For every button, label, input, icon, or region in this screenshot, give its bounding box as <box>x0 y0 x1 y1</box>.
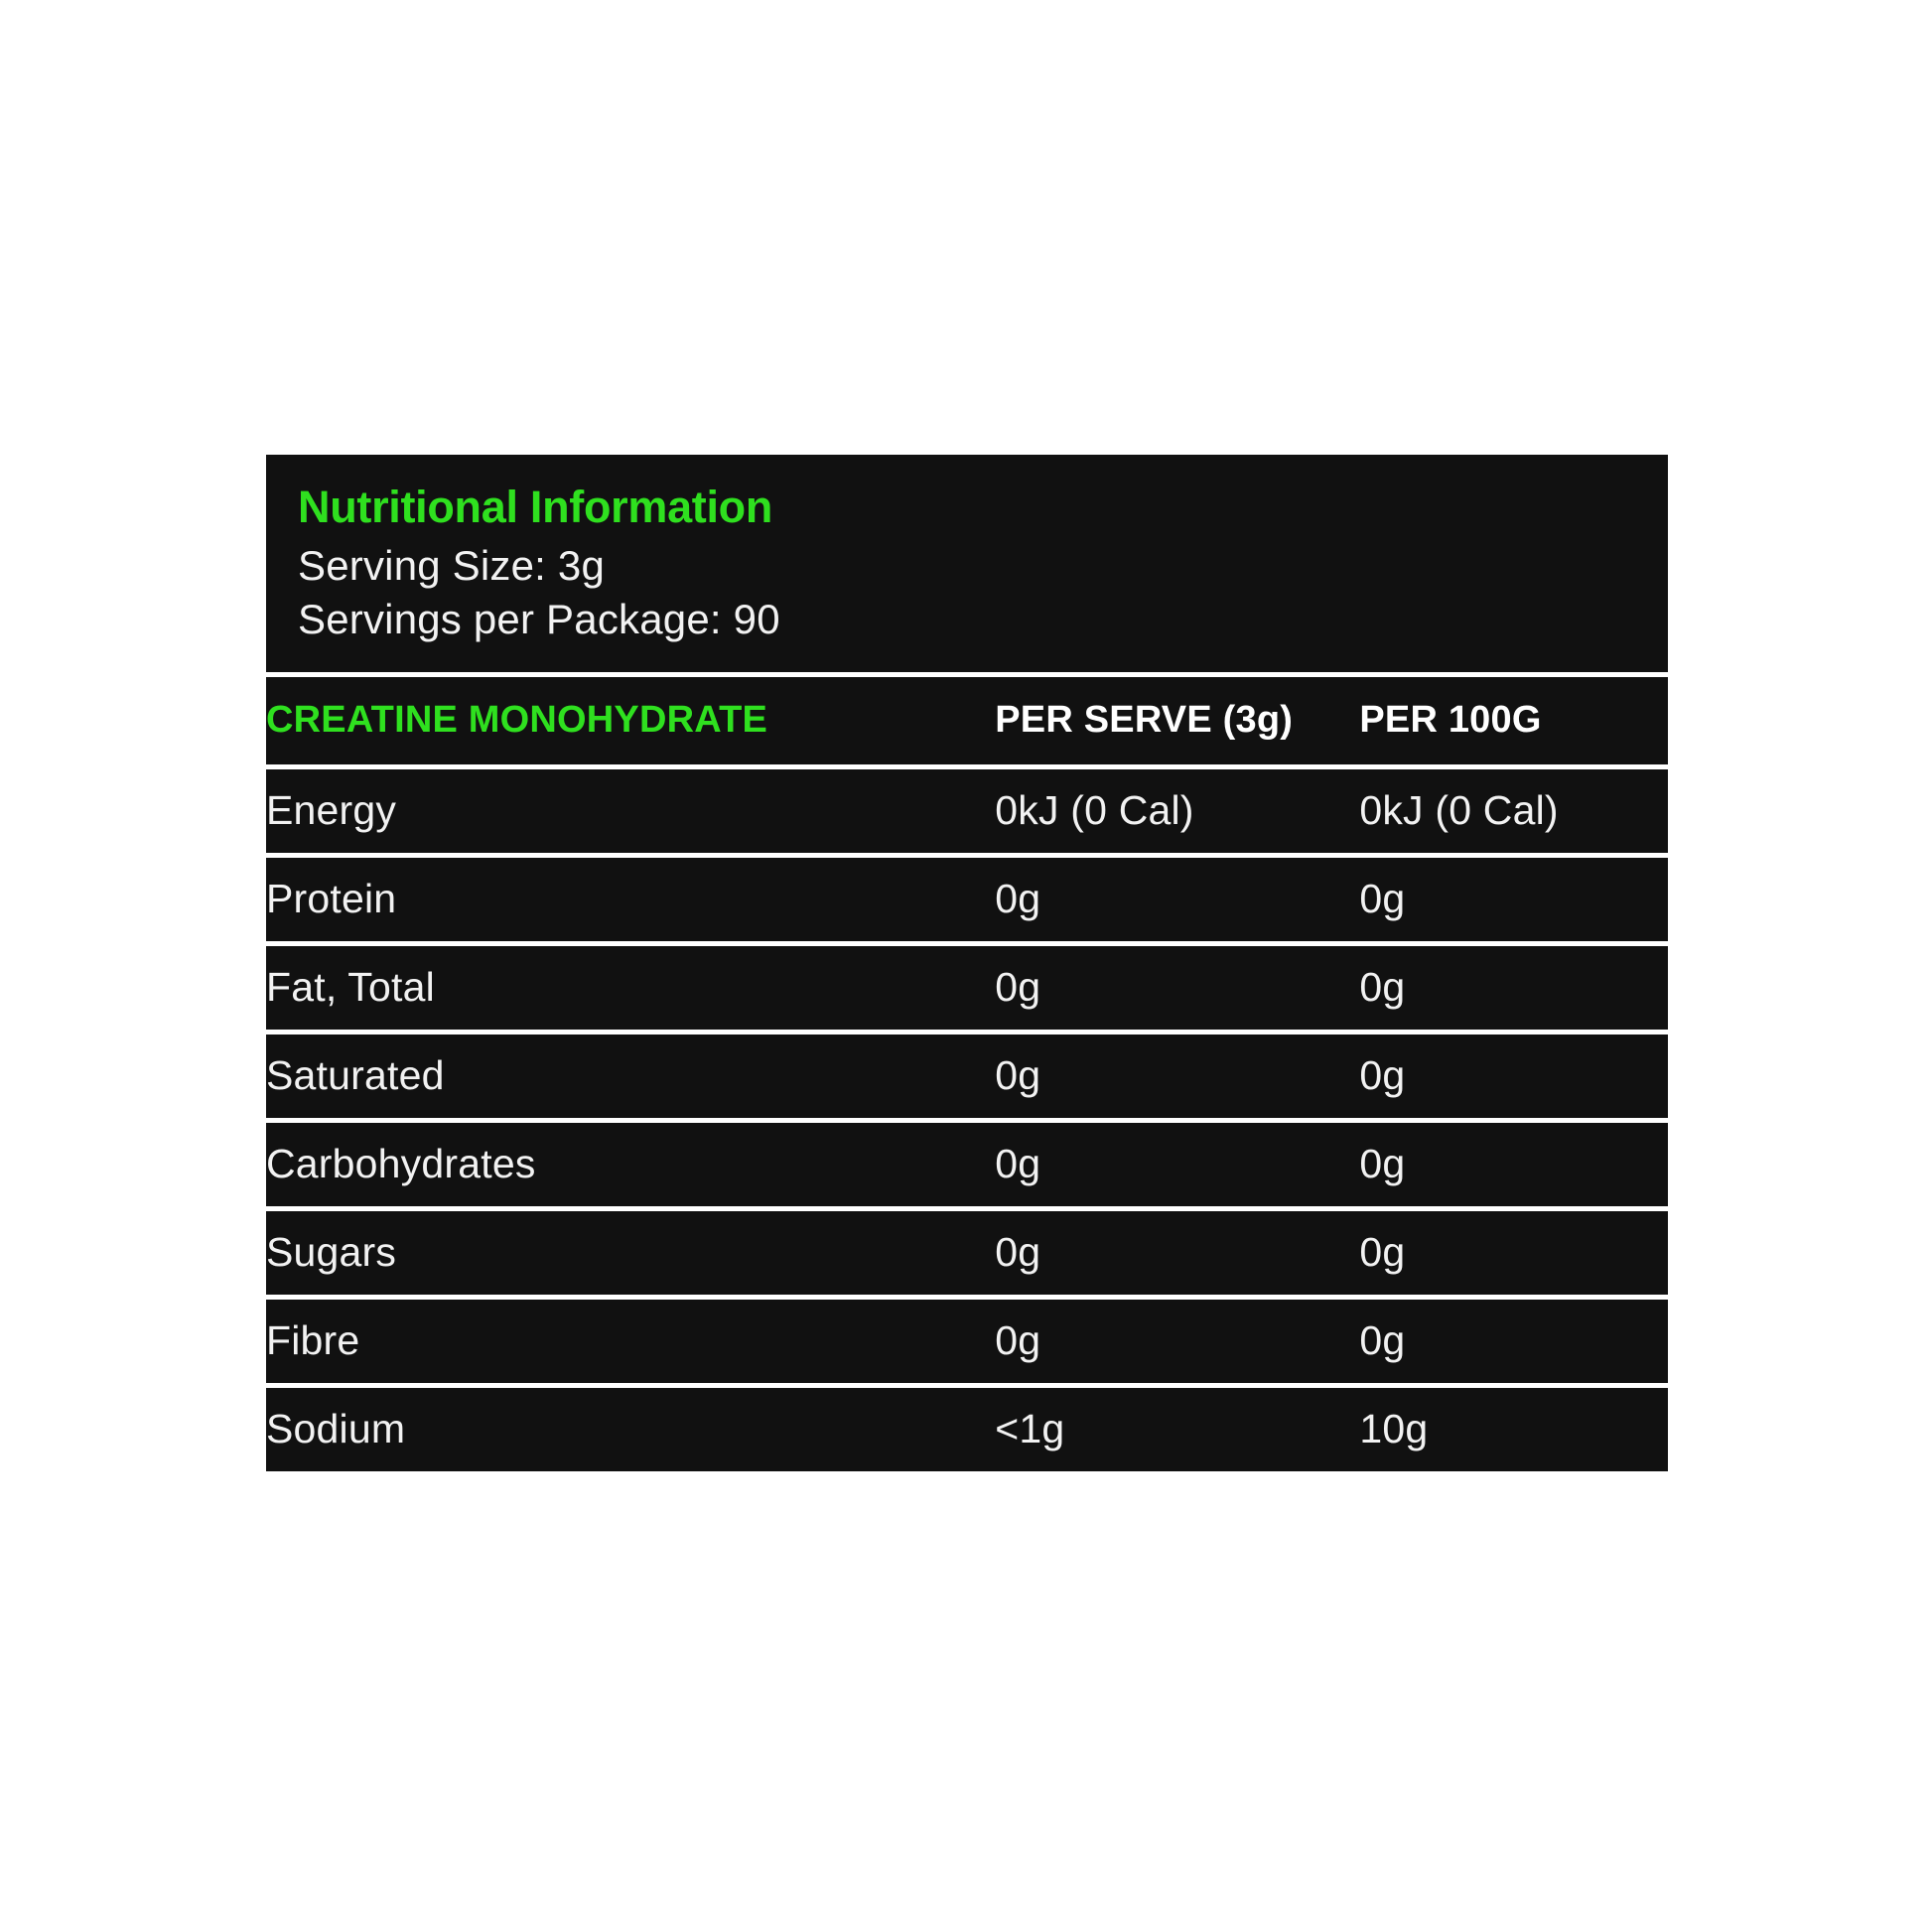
per-100g-value-cell: 0g <box>1359 1208 1668 1297</box>
per-100g-value-cell: 0kJ (0 Cal) <box>1359 766 1668 855</box>
table-row <box>266 943 1668 1032</box>
per-100g-value-cell: 0g <box>1359 1032 1668 1120</box>
table-header-row <box>266 677 1668 767</box>
page-title: Nutritional Information <box>298 482 773 532</box>
per-serve-value-cell: 0g <box>995 1120 1359 1208</box>
per-serve-value-cell: 0kJ (0 Cal) <box>995 766 1359 855</box>
nutrition-header <box>266 455 1668 672</box>
per-serve-value-cell: 0g <box>995 855 1359 943</box>
nutrition-panel <box>266 455 1668 1471</box>
nutrient-name-cell: Saturated <box>266 1032 995 1120</box>
nutrient-name-cell: Fat, Total <box>266 943 995 1032</box>
per-100g-value-cell: 10g <box>1359 1406 1429 1452</box>
servings-per-package-text: Servings per Package: 90 <box>298 595 780 642</box>
table-row <box>266 1297 1668 1385</box>
table-row <box>266 766 1668 855</box>
per-serve-value-cell: 0g <box>995 1208 1359 1297</box>
nutrient-name-cell: Protein <box>266 855 995 943</box>
per-serve-value-cell: 0g <box>995 1297 1359 1385</box>
table-row <box>266 1208 1668 1297</box>
table-row <box>266 1032 1668 1120</box>
nutrient-name-cell: Sodium <box>266 1406 406 1452</box>
per-serve-value-cell: <1g <box>995 1406 1065 1452</box>
table-body <box>266 766 1668 1471</box>
nutrient-name-cell: Energy <box>266 766 995 855</box>
nutrition-table <box>266 677 1668 1471</box>
per-100g-value-cell: 0g <box>1359 1297 1668 1385</box>
per-100g-value-cell: 0g <box>1359 1120 1668 1208</box>
nutrient-name-cell: Sugars <box>266 1208 995 1297</box>
per-serve-value-cell: 0g <box>995 943 1359 1032</box>
column-header-product: CREATINE MONOHYDRATE <box>266 677 995 767</box>
table-row <box>266 855 1668 943</box>
per-100g-value-cell: 0g <box>1359 855 1668 943</box>
nutrient-name-cell: Carbohydrates <box>266 1120 995 1208</box>
table-row <box>266 1120 1668 1208</box>
column-header-per-serve: PER SERVE (3g) <box>995 677 1359 767</box>
per-serve-value-cell: 0g <box>995 1032 1359 1120</box>
table-row <box>266 1385 1668 1471</box>
serving-size-text: Serving Size: 3g <box>298 542 606 590</box>
per-100g-value-cell: 0g <box>1359 943 1668 1032</box>
nutrient-name-cell: Fibre <box>266 1297 995 1385</box>
column-header-per-100g: PER 100G <box>1359 677 1668 767</box>
